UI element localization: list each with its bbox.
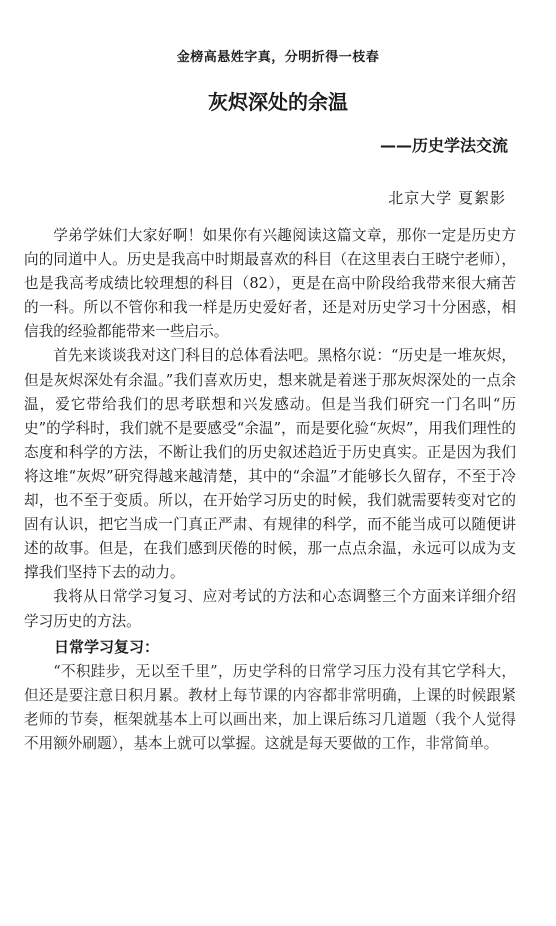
article-body	[24, 224, 516, 756]
running-header: 金榜高悬姓字真，分明折得一枝春	[176, 50, 380, 65]
paragraph-outline: 我将从日常学习复习、应对考试的方法和心态调整三个方面来详细介绍学习历史的方法。	[24, 588, 516, 630]
article-title: 灰烬深处的余温	[208, 90, 348, 114]
paragraph-daily-study: “不积跬步，无以至千里”，历史学科的日常学习压力没有其它学科大，但还是要注意日积月累。教材上每节课的内容都非常明确，上课的时候跟紧老师的节奏，框架就基本上可以画出来，加上课后练习几道题（我个人觉得不用额外刷题），基本上就可以掌握。这就是每天要做的工作，非常简单。	[24, 662, 516, 752]
article-subtitle: ——历史学法交流	[379, 136, 508, 155]
article-author: 北京大学 夏絮影	[388, 189, 506, 207]
section-heading: 日常学习复习：	[54, 637, 160, 656]
paragraph-overview: 首先来谈谈我对这门科目的总体看法吧。黑格尔说：“历史是一堆灰烬，但是灰烬深处有余温。”我们喜欢历史，想来就是着迷于那灰烬深处的一点余温，爱它带给我们的思考联想和兴发感动。但是当我们研究一门名叫“历史”的学科时，我们就不是要感受“余温”，而是要化验“灰烬”，用我们理性的态度和科学的方法，不断让我们的历史叙述趋近于历史真实。正是因为我们将这堆“灰烬”研究得越来越清楚，其中的“余温”才能够长久留存，不至于冷却，也不至于变质。所以，在开始学习历史的时候，我们就需要转变对它的固有认识，把它当成一门真正严肃、有规律的科学，而不能当成可以随便讲述的故事。但是，在我们感到厌倦的时候，那一点点余温，永远可以成为支撑我们坚持下去的动力。	[24, 347, 516, 582]
paragraph-intro: 学弟学妹们大家好啊！如果你有兴趣阅读这篇文章，那你一定是历史方向的同道中人。历史是我高中时期最喜欢的科目（在这里表白王晓宁老师），也是我高考成绩比较理想的科目（82），更是在高中阶段给我带来很大痛苦的一科。所以不管你和我一样是历史爱好者，还是对历史学习十分困惑，相信我的经验都能带来一些启示。	[24, 227, 516, 341]
